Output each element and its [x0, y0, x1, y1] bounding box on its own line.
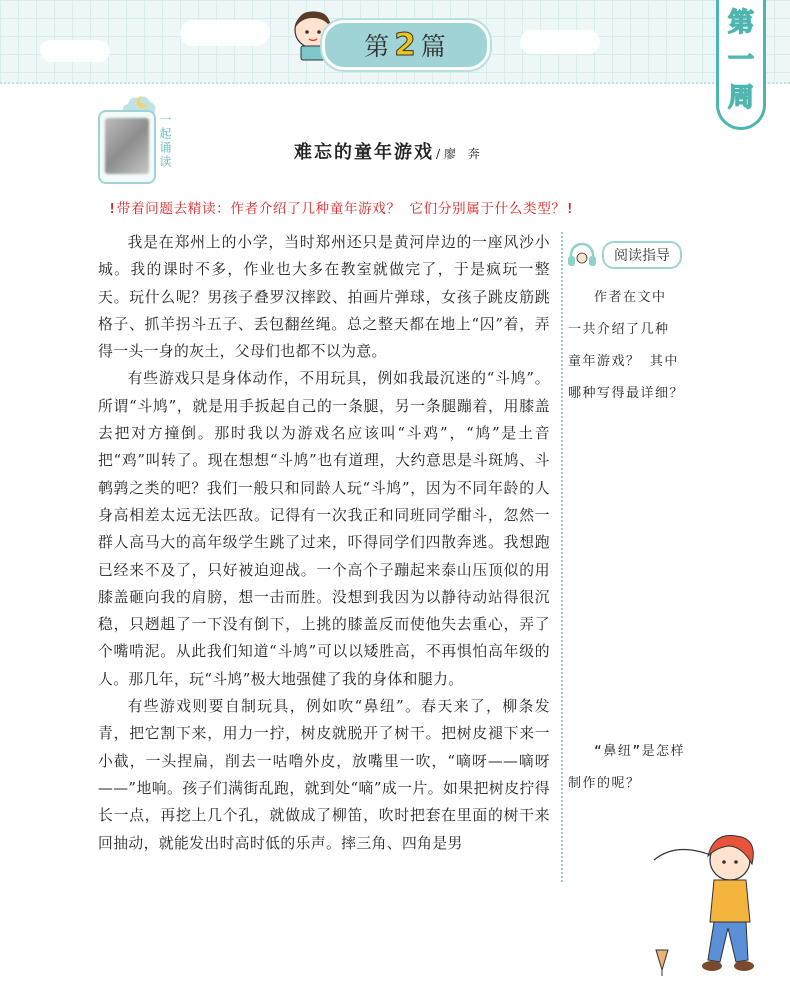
cloud-decoration — [40, 40, 110, 62]
paragraph: 我是在郑州上的小学，当时郑州还只是黄河岸边的一座风沙小城。我的课时不多，作业也大多在教室就做完了，于是疯玩一整天。玩什么呢？男孩子叠罗汉摔跤、拍画片弹球，女孩子跳皮筋跳格子、抓羊拐斗五子、丢包翻丝绳。总之整天都在地上“囚”着，弄得一头一身的灰土，父母们也都不以为意。 — [98, 234, 550, 361]
side-note-line: 童年游戏？ 其中 — [568, 354, 679, 369]
exclamation-icon: ! — [108, 201, 117, 217]
side-note-line: 哪种写得最详细？ — [568, 386, 685, 401]
side-note-line: 制作的呢？ — [568, 776, 641, 791]
qr-code[interactable] — [98, 110, 156, 184]
article-body — [98, 229, 550, 857]
section-prefix: 第 — [364, 32, 392, 61]
paragraph: 有些游戏只是身体动作，不用玩具，例如我最沉迷的“斗鸠”。所谓“斗鸠”，就是用手扳起自己的一条腿，另一条腿蹦着，用膝盖去把对方撞倒。那时我以为游戏名应该叫“斗鸡”，“鸠”是土音把“鸡”叫转了。现在想想“斗鸠”也有道理，大约意思是斗斑鸠、斗鹌鹑之类的吧？我们一般只和同龄人玩“斗鸠”，因为不同年龄的人身高相差太远无法匹敌。记得有一次我正和同班同学酣斗，忽然一群人高马大的高年级学生跳了过来，吓得同学们四散奔逃。我想跑已经来不及了，只好被迫迎战。一个高个子蹦起来泰山压顶似的用膝盖砸向我的肩膀，想一击而胜。没想到我因为以静待动站得很沉稳，只趔趄了一下没有倒下，上挑的膝盖反而使他失去重心，弄了个嘴啃泥。从此我们知道“斗鸠”可以以矮胜高，不再惧怕高年级的人。那几年，玩“斗鸠”极大地强健了我的身体和腿力。 — [98, 370, 550, 688]
cloud-decoration — [180, 20, 270, 46]
reading-guide-label: 阅读指导 — [602, 241, 682, 269]
guiding-question — [108, 197, 708, 217]
week-tab — [716, 0, 766, 130]
headphones-icon — [566, 241, 598, 269]
guiding-question-text: 带着问题去精读：作者介绍了几种童年游戏？ 它们分别属于什么类型？ — [116, 201, 566, 217]
exclamation-icon: ! — [565, 201, 575, 217]
side-note-line: 作者在文中 — [594, 290, 667, 305]
section-label — [322, 20, 490, 70]
week-char: 一 — [727, 45, 754, 76]
read-together-label: 一起诵读 — [158, 113, 172, 169]
article-author: /廖 奔 — [436, 147, 484, 161]
qr-code-image — [105, 118, 149, 174]
column-divider — [561, 232, 563, 882]
cloud-decoration — [520, 30, 600, 54]
article-title: 难忘的童年游戏 — [294, 142, 434, 163]
side-note-line: 一共介绍了几种 — [568, 322, 670, 337]
reading-guide-header — [566, 241, 682, 269]
section-suffix: 篇 — [420, 32, 448, 61]
side-note-2 — [568, 736, 698, 800]
side-note-line: “鼻纽”是怎样 — [594, 744, 686, 759]
paragraph: 有些游戏则要自制玩具，例如吹“鼻纽”。春天来了，柳条发青，把它割下来，用力一拧，树皮就脱开了树干。把树皮褪下来一小截，一头捏扁，削去一咕噜外皮，放嘴里一吹，“嘀呀——嘀呀——”地响。孩子们满街乱跑，就到处“嘀”成一片。如果把树皮拧得长一点，再挖上几个孔，就做成了柳笛，吹时把套在里面的树干来回抽动，就能发出时高时低的乐声。摔三角、四角是男 — [98, 698, 550, 852]
article-heading — [294, 138, 484, 164]
week-char: 第 — [727, 7, 754, 38]
side-note-1 — [568, 282, 698, 410]
section-number: 2 — [394, 27, 418, 63]
week-char: 周 — [727, 83, 754, 114]
kid-playing-top-illustration — [648, 830, 788, 980]
